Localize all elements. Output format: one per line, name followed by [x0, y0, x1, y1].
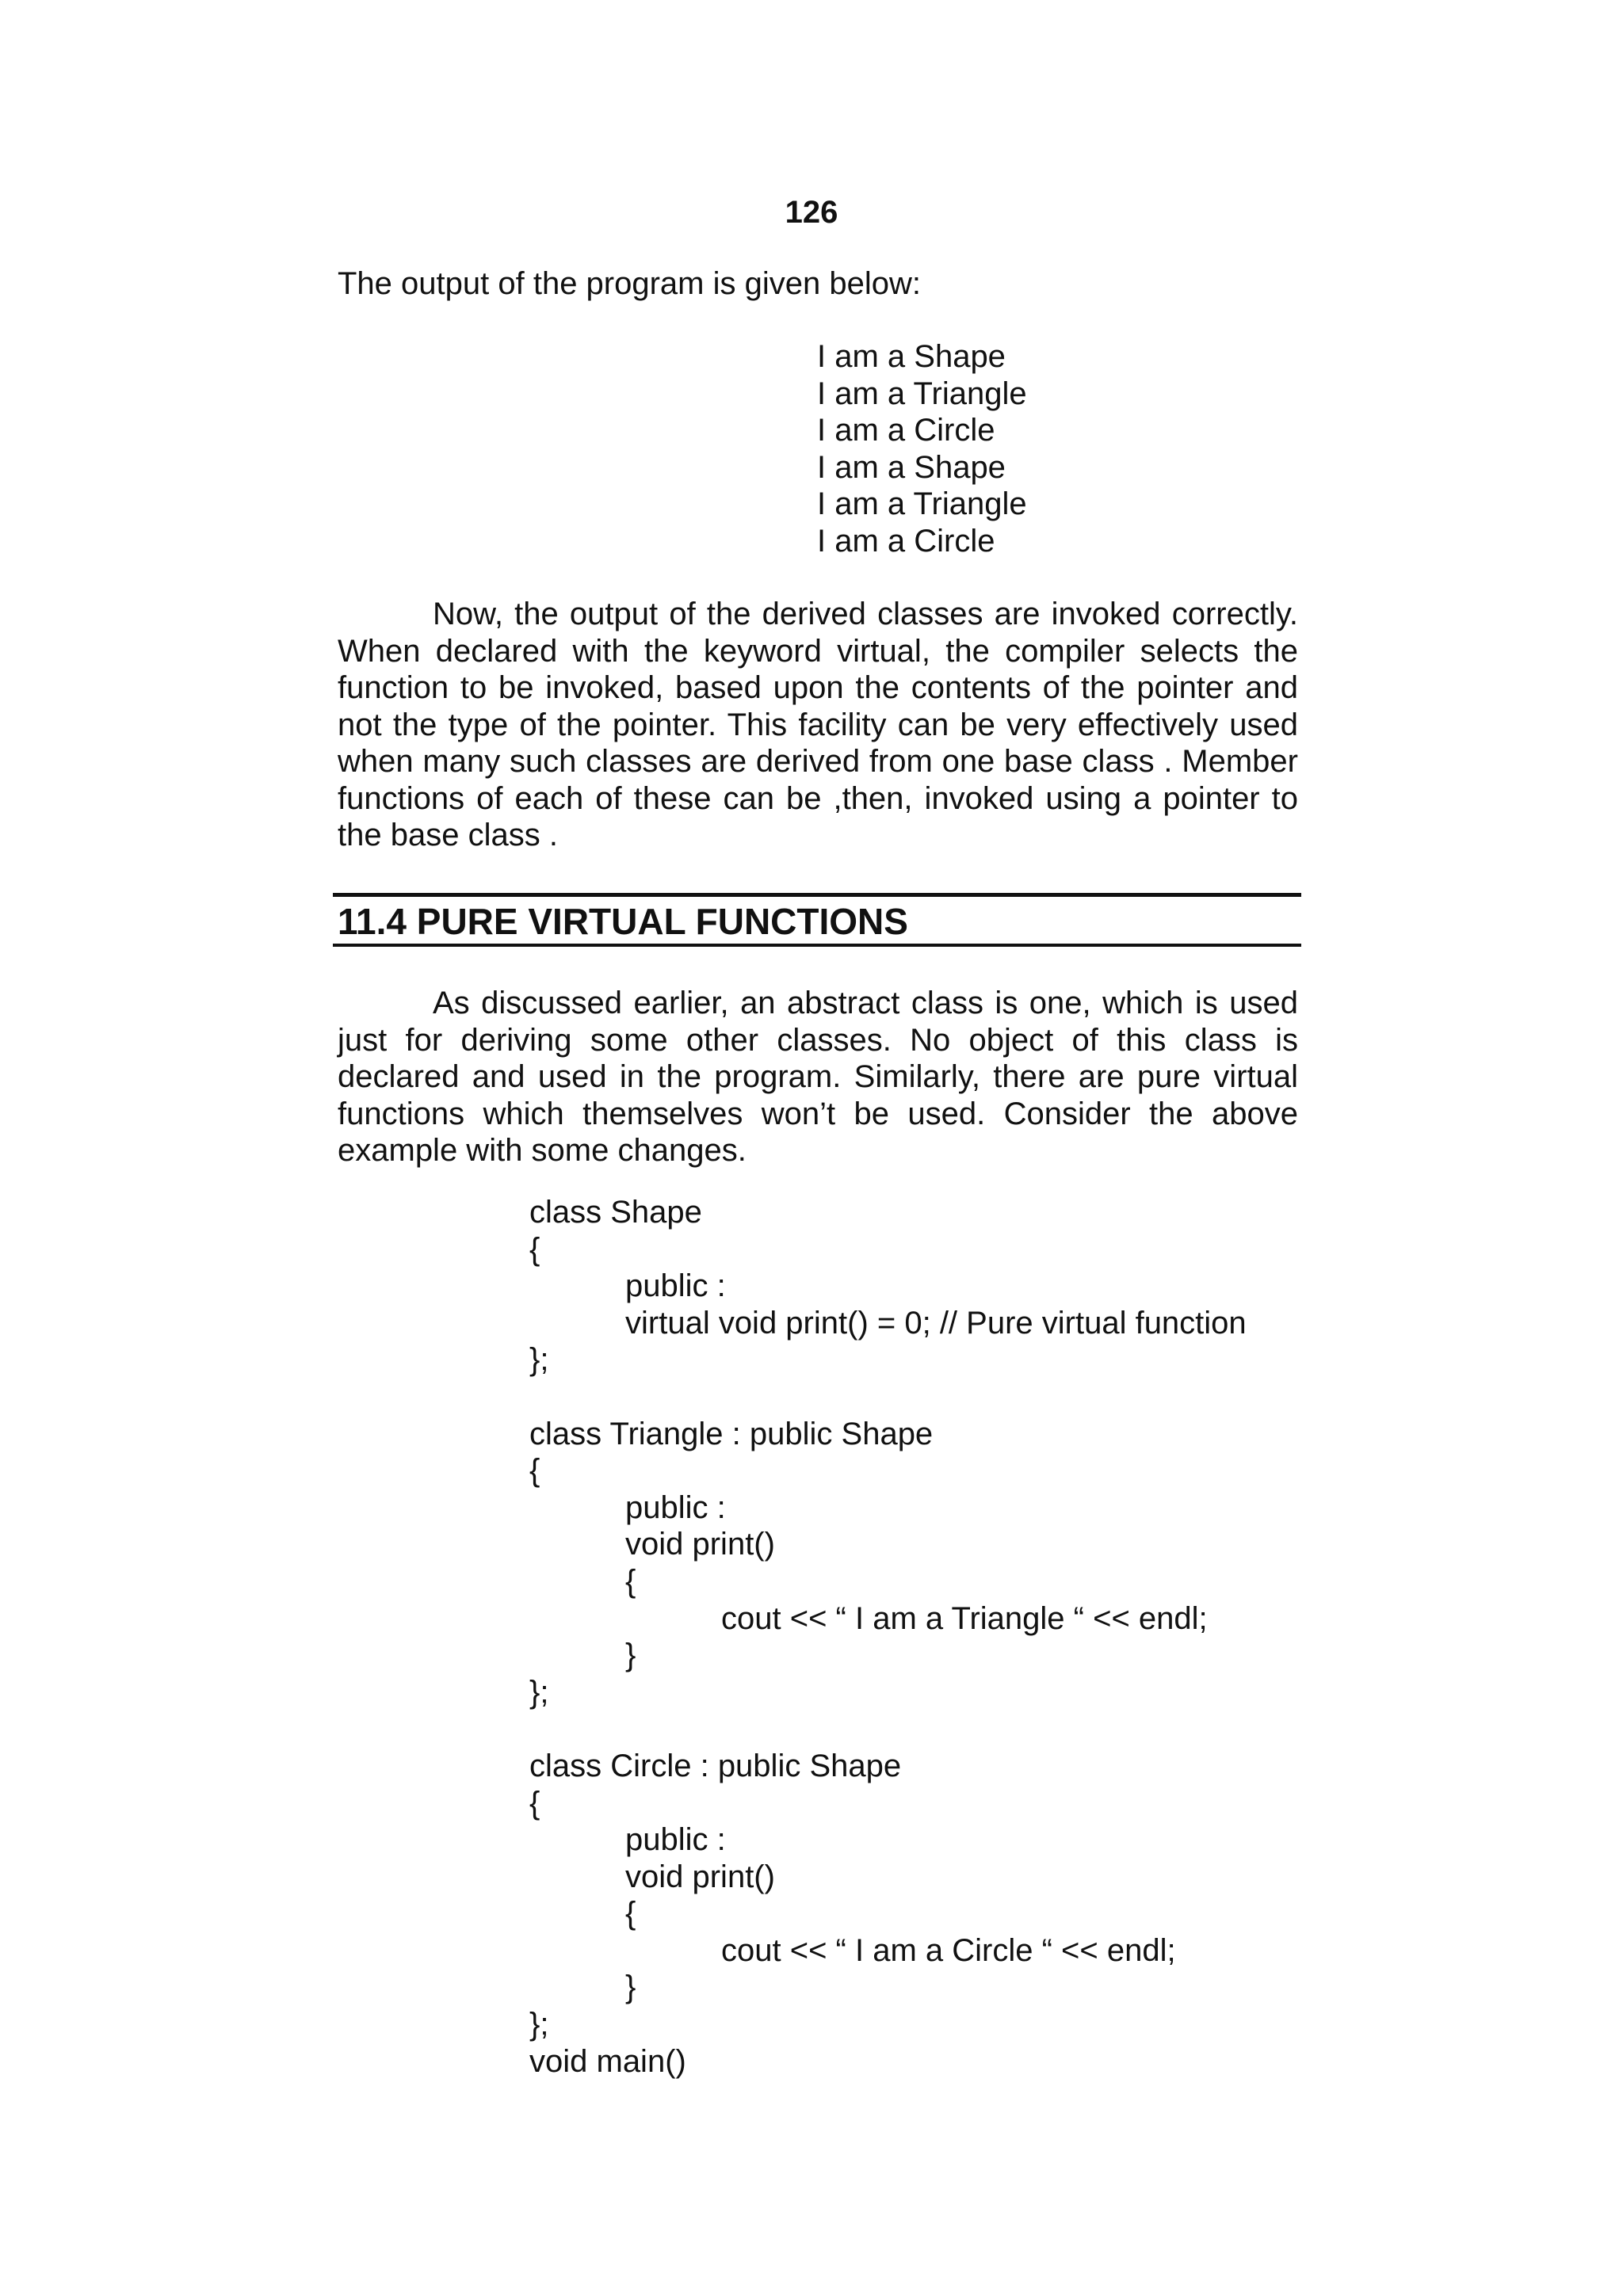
code-line: class Shape — [529, 1195, 702, 1230]
code-line: public : — [625, 1268, 726, 1304]
code-line-blank — [529, 1379, 1247, 1416]
output-line: I am a Triangle — [817, 376, 1027, 411]
output-line: I am a Circle — [817, 523, 995, 559]
output-line: I am a Shape — [817, 339, 1006, 374]
code-line: public : — [625, 1822, 726, 1858]
code-line: void main() — [529, 2043, 686, 2079]
section-heading: 11.4 PURE VIRTUAL FUNCTIONS — [338, 901, 908, 942]
code-line: { — [529, 1231, 540, 1267]
intro-text: The output of the program is given below: — [338, 266, 921, 301]
output-line: I am a Circle — [817, 413, 995, 448]
code-line: public : — [625, 1489, 726, 1525]
code-line: class Circle : public Shape — [529, 1748, 902, 1783]
output-line: I am a Shape — [817, 449, 1006, 485]
code-line-blank — [529, 1711, 1247, 1748]
body-paragraph-2: As discussed earlier, an abstract class is one, which is used just for deriving some other classes. No object of this class is declared and used in the program. Similarly, there are pure virtual functions which themselves won’t be used. Consider the above example with some changes. — [338, 986, 1298, 1168]
code-line: } — [625, 1970, 636, 2005]
page-number: 126 — [785, 195, 838, 230]
code-line: void print() — [625, 1527, 775, 1562]
code-line: }; — [529, 1674, 549, 1710]
code-line: { — [529, 1785, 540, 1821]
program-output — [817, 338, 1027, 559]
code-line: class Triangle : public Shape — [529, 1416, 934, 1451]
code-line: }; — [529, 1342, 549, 1378]
code-line: { — [529, 1453, 540, 1489]
output-line: I am a Triangle — [817, 486, 1027, 521]
code-line: } — [625, 1638, 636, 1673]
code-line: void print() — [625, 1859, 775, 1894]
code-line: }; — [529, 2007, 549, 2042]
heading-rule-top — [333, 893, 1301, 897]
code-line: virtual void print() = 0; // Pure virtual function — [625, 1305, 1247, 1341]
code-line: cout << “ I am a Triangle “ << endl; — [721, 1600, 1208, 1636]
body-paragraph-1: Now, the output of the derived classes are invoked correctly. When declared with the keyword virtual, the compiler selects the function to be invoked, based upon the contents of the pointer and not the type of the pointer. This facility can be very effectively used when many such classes are derived from one base class . Member functions of each of these can be ,then, invoked using a pointer to the base class . — [338, 597, 1298, 852]
code-line: { — [625, 1563, 636, 1599]
heading-rule-bottom — [333, 944, 1301, 947]
code-line: { — [625, 1896, 636, 1932]
code-listing — [529, 1194, 1247, 2080]
code-line: cout << “ I am a Circle “ << endl; — [721, 1932, 1176, 1968]
